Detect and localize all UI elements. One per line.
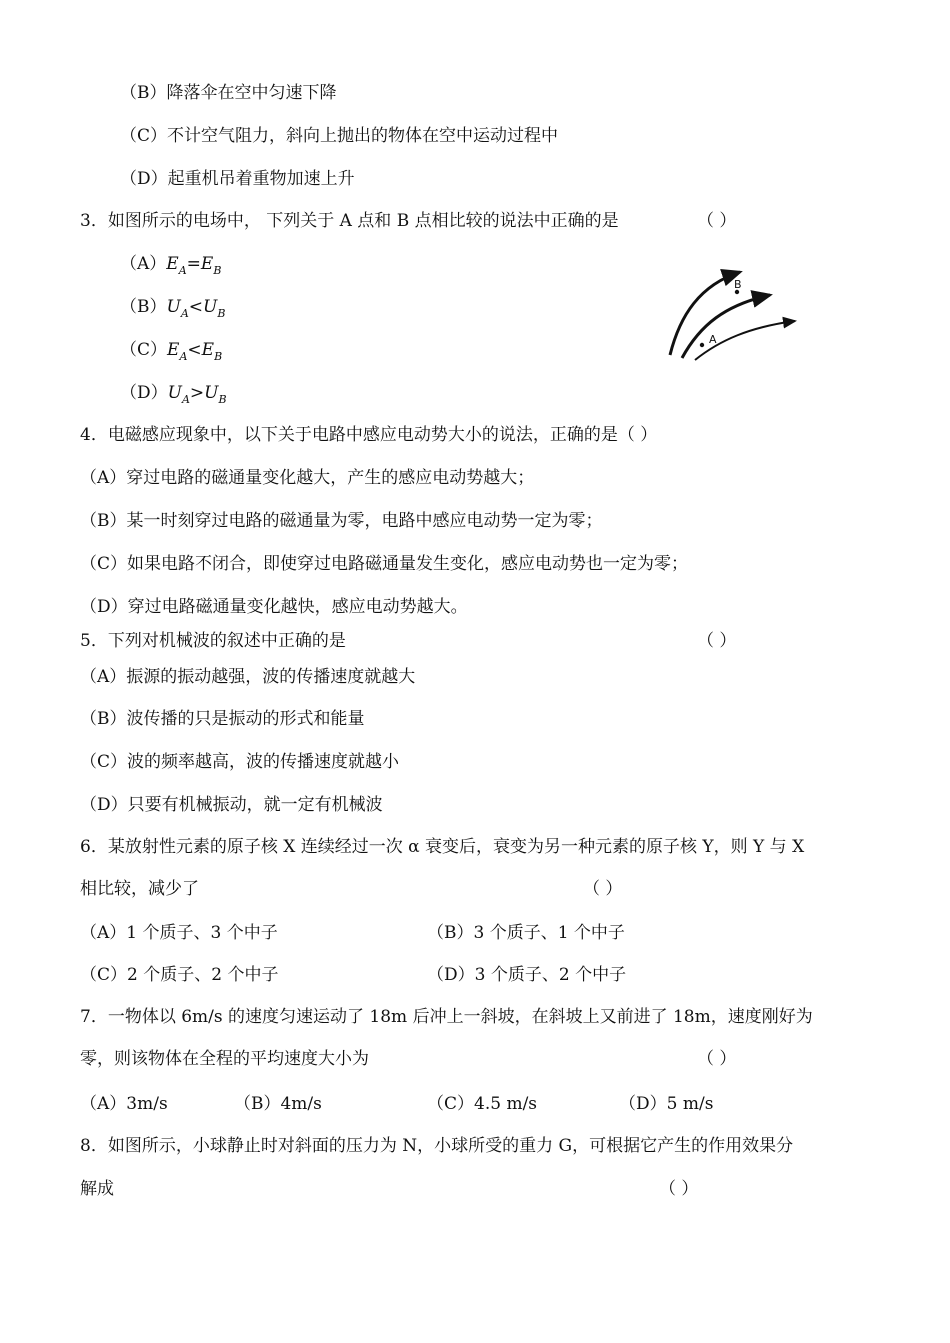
q5-option-b: （B）波传播的只是振动的形式和能量 (80, 709, 365, 729)
q8-answer-bracket: （ ） (659, 1179, 699, 1199)
q6-option-b: （B）3 个质子、1 个中子 (427, 923, 625, 943)
q6-option-d: （D）3 个质子、2 个中子 (427, 965, 627, 985)
q5-option-a: （A）振源的振动越强，波的传播速度就越大 (80, 667, 416, 687)
q7-option-b: （B）4m/s (234, 1094, 322, 1114)
q6-stem-line2: 相比较，减少了 (80, 879, 199, 899)
q7-option-a: （A）3m/s (80, 1094, 168, 1114)
q2-option-b: （B）降落伞在空中匀速下降 (120, 83, 337, 103)
q6-stem-line1: 6．某放射性元素的原子核 X 连续经过一次 α 衰变后，衰变为另一种元素的原子核 Y，则 Y 与 X (80, 837, 805, 857)
q7-option-d: （D）5 m/s (619, 1094, 714, 1114)
q7-stem-line2: 零，则该物体在全程的平均速度大小为 (80, 1049, 369, 1069)
q7-option-c: （C）4.5 m/s (427, 1094, 538, 1114)
q4-option-a: （A）穿过电路的磁通量变化越大，产生的感应电动势越大； (80, 468, 535, 488)
q4-option-b: （B）某一时刻穿过电路的磁通量为零，电路中感应电动势一定为零； (80, 511, 603, 531)
q8-stem-line1: 8．如图所示，小球静止时对斜面的压力为 N，小球所受的重力 G，可根据它产生的作用效果分 (80, 1136, 794, 1156)
q3-option-d: $(D)U_A>U_B$ (120, 383, 227, 406)
q8-stem-line2: 解成 (80, 1179, 114, 1199)
electric-field-figure (660, 260, 810, 370)
field-line-1 (670, 272, 740, 355)
q6-option-a: （A）1 个质子、3 个中子 (80, 923, 278, 943)
q5-option-c: （C）波的频率越高，波的传播速度就越小 (80, 752, 400, 772)
field-line-2 (682, 295, 770, 358)
q5-option-d: （D）只要有机械振动，就一定有机械波 (80, 795, 383, 815)
q2-option-c: （C）不计空气阻力，斜向上抛出的物体在空中运动过程中 (120, 126, 559, 146)
q4-option-d: （D）穿过电路磁通量变化越快，感应电动势越大。 (80, 597, 468, 617)
q3-option-b: $(B)U_A<U_B$ (120, 297, 226, 320)
q7-stem-line1: 7．一物体以 6m/s 的速度匀速运动了 18m 后冲上一斜坡，在斜坡上又前进了 18m，速度刚好为 (80, 1007, 813, 1027)
q3-option-a: $(A)E_A=E_B$ (120, 254, 222, 277)
q2-option-d: （D）起重机吊着重物加速上升 (120, 169, 355, 189)
point-b-label: B (734, 278, 742, 291)
q3-answer-bracket: （ ） (697, 211, 737, 231)
q5-stem: 5．下列对机械波的叙述中正确的是 (80, 631, 346, 651)
q3-option-c: $(C)E_A<E_B$ (120, 340, 223, 363)
q7-answer-bracket: （ ） (697, 1049, 737, 1069)
q6-answer-bracket: （ ） (583, 879, 623, 899)
q5-answer-bracket: （ ） (697, 631, 737, 651)
q4-stem: 4．电磁感应现象中，以下关于电路中感应电动势大小的说法，正确的是（ ） (80, 425, 658, 445)
point-a-dot (700, 343, 704, 347)
q6-option-c: （C）2 个质子、2 个中子 (80, 965, 279, 985)
point-a-label: A (709, 333, 717, 346)
q4-option-c: （C）如果电路不闭合，即使穿过电路磁通量发生变化，感应电动势也一定为零； (80, 554, 689, 574)
q3-stem: 3．如图所示的电场中， 下列关于 A 点和 B 点相比较的说法中正确的是 (80, 211, 619, 231)
